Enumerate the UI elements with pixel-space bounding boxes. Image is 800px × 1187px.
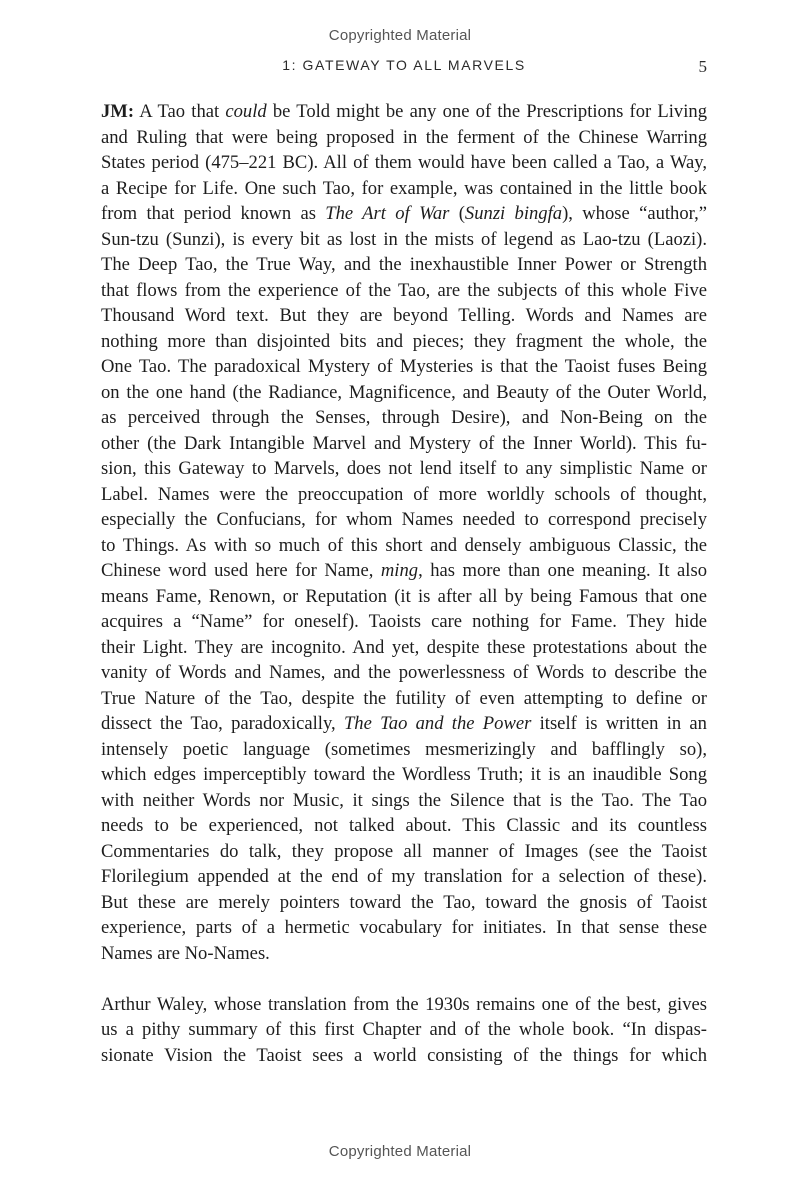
text-line: Commentaries do talk, they propose all manner of Images (see the Taoist	[101, 840, 707, 862]
text-line: a Recipe for Life. One such Tao, for example, was contained in the little book	[101, 177, 707, 199]
text-line: Label. Names were the preoccupation of more worldly schools of thought,	[101, 483, 707, 505]
text-line: as perceived through the Senses, through Desire), and Non-Being on the	[101, 407, 707, 428]
text-line: dissect the Tao, paradoxically, The Tao and the Power itself is written in an	[101, 713, 707, 734]
copyright-watermark-top: Copyrighted Material	[328, 27, 472, 44]
text-line: Florilegium appended at the end of my translation for a selection of these).	[101, 866, 707, 887]
text-line: us a pithy summary of this first Chapter and of the whole book. “In dispas-	[101, 1019, 707, 1040]
text-line: that flows from the experience of the Tao, are the subjects of this whole Five	[101, 279, 707, 301]
text-line: to Things. As with so much of this short and densely ambiguous Classic, the	[101, 534, 707, 556]
text-line: other (the Dark Intangible Marvel and Mystery of the Inner World). This fu-	[101, 432, 707, 454]
text-line: Arthur Waley, whose translation from the 1930s remains one of the best, gives	[101, 993, 707, 1015]
text-line: States period (475–221 BC). All of them would have been called a Tao, a Way,	[101, 152, 707, 173]
text-line: intensely poetic language (sometimes mesmerizingly and bafflingly so),	[101, 738, 707, 760]
text-line: needs to be experienced, not talked about. This Classic and its countless	[101, 815, 707, 836]
copyright-watermark-bottom: Copyrighted Material	[328, 1143, 472, 1160]
body-text	[101, 99, 707, 1068]
text-line: But these are merely pointers toward the Tao, toward the gnosis of Taoist	[101, 891, 707, 913]
text-line: One Tao. The paradoxical Mystery of Mysteries is that the Taoist fuses Being	[101, 356, 707, 377]
page-number: 5	[698, 57, 707, 76]
text-line: JM: A Tao that could be Told might be any one of the Prescriptions for Living	[101, 101, 707, 122]
text-line: and Ruling that were being proposed in the ferment of the Chinese Warring	[101, 126, 707, 148]
text-line: nothing more than disjointed bits and pieces; they fragment the whole, the	[101, 330, 707, 352]
text-line: their Light. They are incognito. And yet, despite these protestations about the	[101, 636, 707, 658]
text-line: The Deep Tao, the True Way, and the inexhaustible Inner Power or Strength	[101, 254, 707, 275]
text-line: vanity of Words and Names, and the powerlessness of Words to describe the	[101, 662, 707, 683]
text-line: experience, parts of a hermetic vocabulary for initiates. In that sense these	[101, 917, 707, 938]
text-line: True Nature of the Tao, despite the futility of even attempting to define or	[101, 687, 707, 709]
text-line: with neither Words nor Music, it sings the Silence that is the Tao. The Tao	[101, 789, 707, 811]
text-line: on the one hand (the Radiance, Magnificence, and Beauty of the Outer World,	[101, 381, 707, 403]
text-line: Thousand Word text. But they are beyond Telling. Words and Names are	[101, 305, 707, 326]
text-line: acquires a “Name” for oneself). Taoists care nothing for Fame. They hide	[101, 611, 707, 632]
paragraph-gap	[101, 966, 707, 992]
speaker-label: JM:	[101, 101, 135, 122]
text-line: sion, this Gateway to Marvels, does not lend itself to any simplistic Name or	[101, 458, 707, 479]
text-line: especially the Confucians, for whom Names needed to correspond precisely	[101, 509, 707, 530]
text-line: Chinese word used here for Name, ming, has more than one meaning. It also	[101, 560, 707, 581]
text-line: which edges imperceptibly toward the Wordless Truth; it is an inaudible Song	[101, 764, 707, 785]
text-line: Names are No-Names.	[101, 942, 270, 964]
chapter-title: 1: GATEWAY TO ALL MARVELS	[282, 57, 526, 73]
text-line: from that period known as The Art of War (Sunzi bingfa), whose “author,”	[101, 203, 707, 224]
text-line: Sun-tzu (Sunzi), is every bit as lost in the mists of legend as Lao-tzu (Laozi).	[101, 228, 707, 250]
text-line: means Fame, Renown, or Reputation (it is after all by being Famous that one	[101, 585, 707, 607]
text-line: sionate Vision the Taoist sees a world consisting of the things for which	[101, 1044, 707, 1066]
running-head	[101, 57, 707, 77]
